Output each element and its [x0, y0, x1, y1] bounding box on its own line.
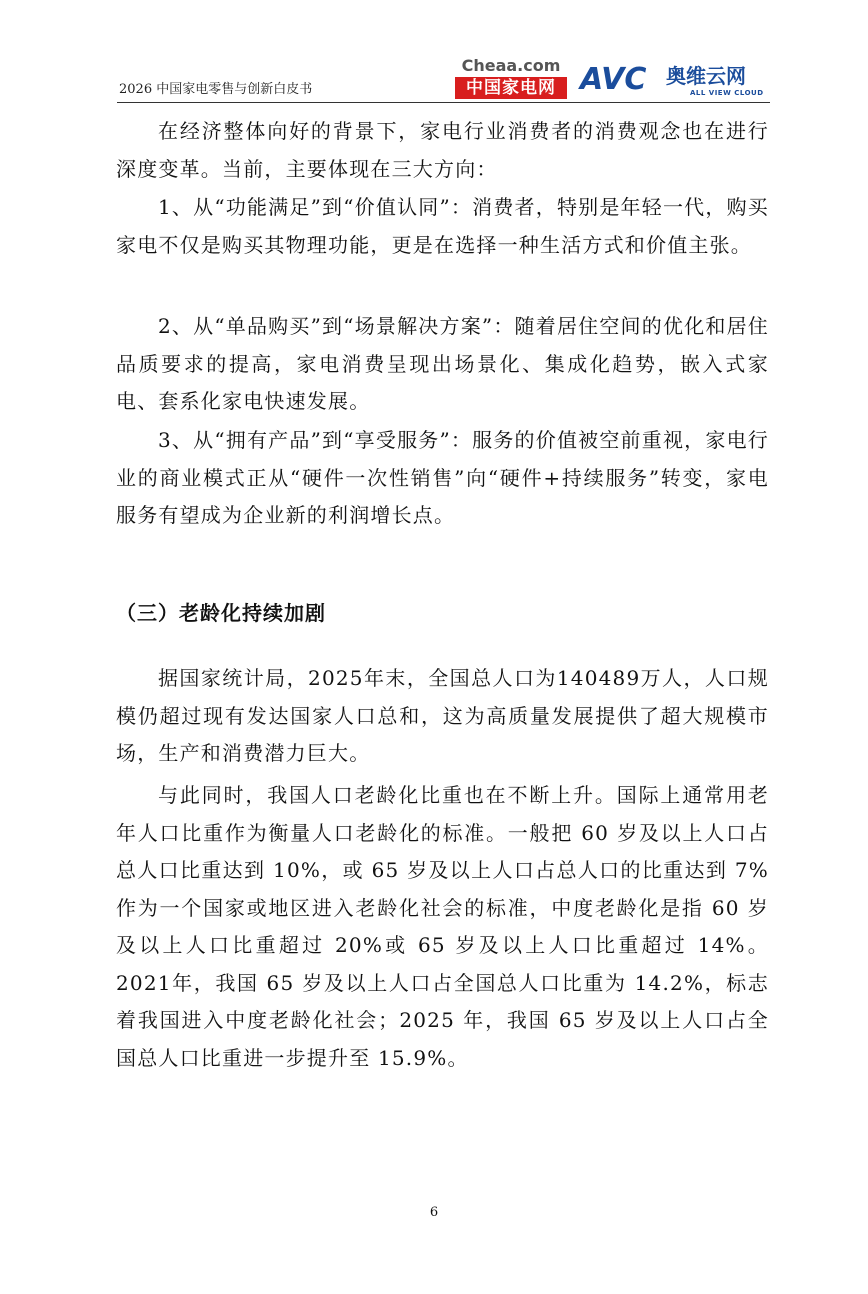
section-heading: （三）老龄化持续加剧 — [116, 601, 326, 625]
paragraph-point-3: 3、从“拥有产品”到“享受服务”：服务的价值被空前重视，家电行业的商业模式正从“硬件一次性销售”向“硬件+持续服务”转变，家电服务有望成为企业新的利润增长点。 — [116, 428, 769, 527]
paragraph-point-2: 2、从“单品购买”到“场景解决方案”：随着居住空间的优化和居住品质要求的提高，家电消费呈现出场景化、集成化趋势，嵌入式家电、套系化家电快速发展。 — [116, 314, 769, 413]
page-number: 6 — [429, 1205, 439, 1220]
avc-logo-english: ALL VIEW CLOUD — [690, 89, 764, 97]
avc-logo-chinese: 奥维云网 — [666, 64, 746, 88]
cheaa-logo-bottom: 中国家电网 — [455, 77, 567, 99]
paragraph-aging: 与此同时，我国人口老龄化比重也在不断上升。国际上通常用老年人口比重作为衡量人口老龄化的标准。一般把 60 岁及以上人口占总人口比重达到 10%，或 65 岁及以上人口占总人口的比重达到 7%作为一个国家或地区进入老龄化社会的标准，中度老龄化是指 60 岁及以上人口比重超过 20%或 65 岁及以上人口比重超过 14%。2021年，我国 65 岁及以上人口占全国总人口比重为 14.2%，标志着我国进入中度老龄化社会；2025 年，我国 65 岁及以上人口占全国总人口比重进一步提升至 15.9%。 — [116, 783, 769, 1070]
header-divider — [117, 102, 770, 103]
cheaa-logo-top: Cheaa.com — [461, 56, 561, 75]
paragraph-point-1: 1、从“功能满足”到“价值认同”：消费者，特别是年轻一代，购买家电不仅是购买其物理功能，更是在选择一种生活方式和价值主张。 — [116, 195, 769, 257]
header-title: 2026 中国家电零售与创新白皮书 — [119, 82, 313, 97]
paragraph-consumer-change: 在经济整体向好的背景下，家电行业消费者的消费观念也在进行深度变革。当前，主要体现在三大方向： — [116, 119, 769, 181]
avc-logo-mark: AVC — [580, 62, 647, 97]
paragraph-population: 据国家统计局，2025年末，全国总人口为140489万人，人口规模仍超过现有发达国家人口总和，这为高质量发展提供了超大规模市场，生产和消费潜力巨大。 — [116, 666, 769, 765]
avc-logo — [580, 62, 775, 102]
cheaa-logo — [455, 57, 567, 103]
